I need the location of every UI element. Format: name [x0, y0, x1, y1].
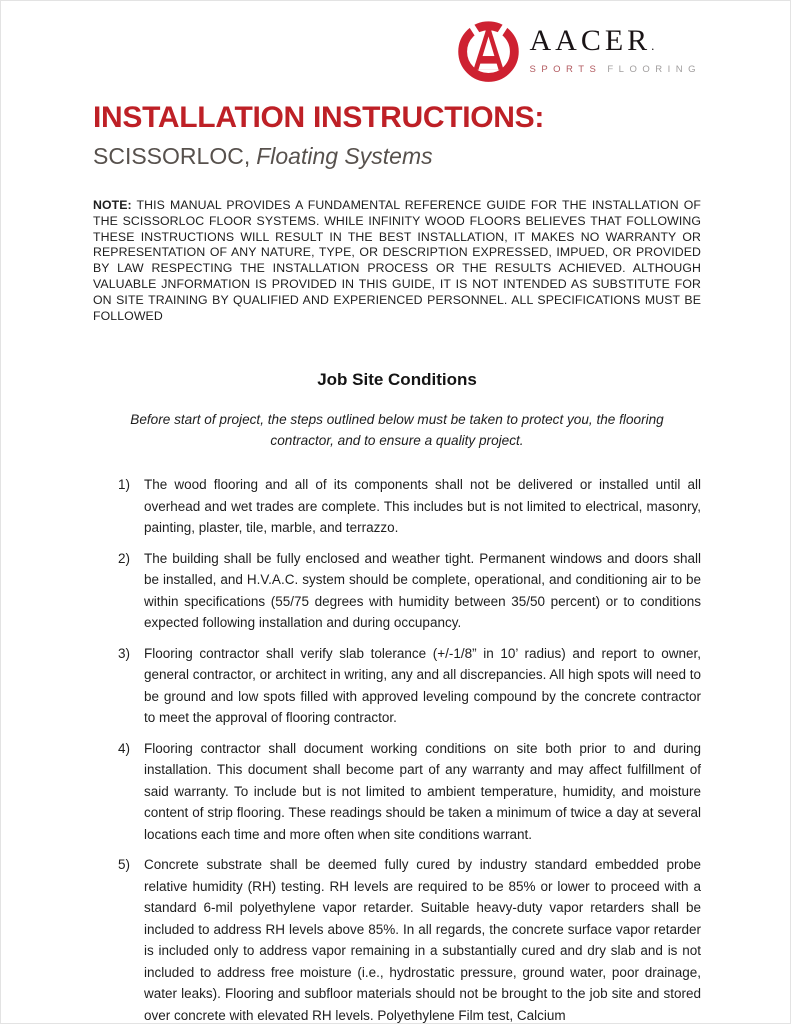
list-item — [93, 474, 701, 539]
subtitle-variant: Floating Systems — [256, 143, 433, 169]
brand-reg-mark: . — [651, 38, 655, 53]
list-item — [93, 643, 701, 729]
list-item — [93, 548, 701, 634]
item-number: 5) — [118, 857, 131, 873]
page-subtitle — [93, 142, 701, 170]
tagline-sports: SPORTS — [529, 64, 602, 75]
item-text: Flooring contractor shall verify slab tolerance (+/-1/8” in 10’ radius) and report to owner, general contractor, or architect in writing, any and all discrepancies. All high spots will need to be ground and low spots filled with approved leveling compound by the concrete contractor to meet the approval of flooring contractor. — [144, 645, 701, 726]
section-heading: Job Site Conditions — [317, 370, 477, 390]
section-intro: Before start of project, the steps outlined below must be taken to protect you, the flooring contractor, and to ensure a quality project. — [130, 412, 664, 449]
item-number: 1) — [118, 477, 131, 493]
logo-text — [529, 26, 701, 75]
item-text: Flooring contractor shall document working conditions on site both prior to and during installation. This document shall become part of any warranty and may affect fulfillment of said warranty. To include but is not limited to ambient temperature, humidity, and moisture content of strip flooring. These readings should be taken a minimum of twice a day at several locations each time and more often when site conditions warrant. — [144, 740, 701, 842]
note-text: THIS MANUAL PROVIDES A FUNDAMENTAL REFERENCE GUIDE FOR THE INSTALLATION OF THE SCISSORLOC FLOOR SYSTEMS. WHILE INFINITY WOOD FLOORS BELIEVES THAT FOLLOWING THESE INSTRUCTIONS WILL RESULT IN THE BEST INSTALLATION, IT MAKES NO WARRANTY OR REPRESENTATION OF ANY NATURE, TYPE, OR DESCRIPTION EXPRESSED, IMPUED, OR PROVIDED BY LAW RESPECTING THE INSTALLATION PROCESS OR THE RESULTS ACHIEVED. ALTHOUGH VALUABLE JNFORMATION IS PROVIDED IN THIS GUIDE, IT IS NOT INTENDED AS SUBSTITUTE FOR ON SITE TRAINING BY QUALIFIED AND EXPERIENCED PERSONNEL. ALL SPECIFICATIONS MUST BE FOLLOWED — [93, 198, 701, 323]
item-text: The wood flooring and all of its components shall not be delivered or installed until all overhead and wet trades are complete. This includes but is not limited to electrical, masonry, painting, plaster, tile, marble, and terrazzo. — [144, 477, 701, 536]
brand-tagline — [529, 64, 701, 75]
item-number: 4) — [118, 740, 131, 756]
brand-name — [529, 26, 701, 61]
item-number: 2) — [118, 550, 131, 566]
note-paragraph — [93, 198, 701, 324]
jobsite-conditions-list — [93, 474, 701, 1024]
note-label: NOTE: — [93, 198, 132, 212]
list-item — [93, 738, 701, 846]
tagline-flooring: FLOORING — [607, 64, 701, 75]
brand-name-text: AACER — [529, 24, 652, 57]
item-text: Concrete substrate shall be deemed fully cured by industry standard embedded probe relative humidity (RH) testing. RH levels are required to be 85% or lower to proceed with a standard 6-mil polyethylene vapor retarder. Suitable heavy-duty vapor retarders shall be included to address RH levels above 85%. In all regards, the concrete surface vapor retarder is included only to address vapor remaining in a substantially cured and dry slab and is not included to address free moisture (i.e., hydrostatic pressure, ground water, poor drainage, water leaks). Flooring and subfloor materials should not be brought to the job site and stored over concrete with elevated RH levels. Polyethylene Film test, Calcium — [144, 857, 701, 1023]
page-header — [93, 1, 701, 85]
subtitle-product: SCISSORLOC, — [93, 143, 251, 169]
item-text: The building shall be fully enclosed and weather tight. Permanent windows and doors shall be installed, and H.V.A.C. system should be complete, operational, and conditioning air to be within specifications (55/75 degrees with humidity between 35/50 percent) or to conditions expected following installation and during occupancy. — [144, 550, 701, 631]
aacer-logo-icon — [457, 19, 520, 83]
aacer-logo — [457, 16, 701, 85]
page-title: INSTALLATION INSTRUCTIONS: — [93, 101, 545, 134]
item-number: 3) — [118, 645, 131, 661]
list-item — [93, 854, 701, 1024]
